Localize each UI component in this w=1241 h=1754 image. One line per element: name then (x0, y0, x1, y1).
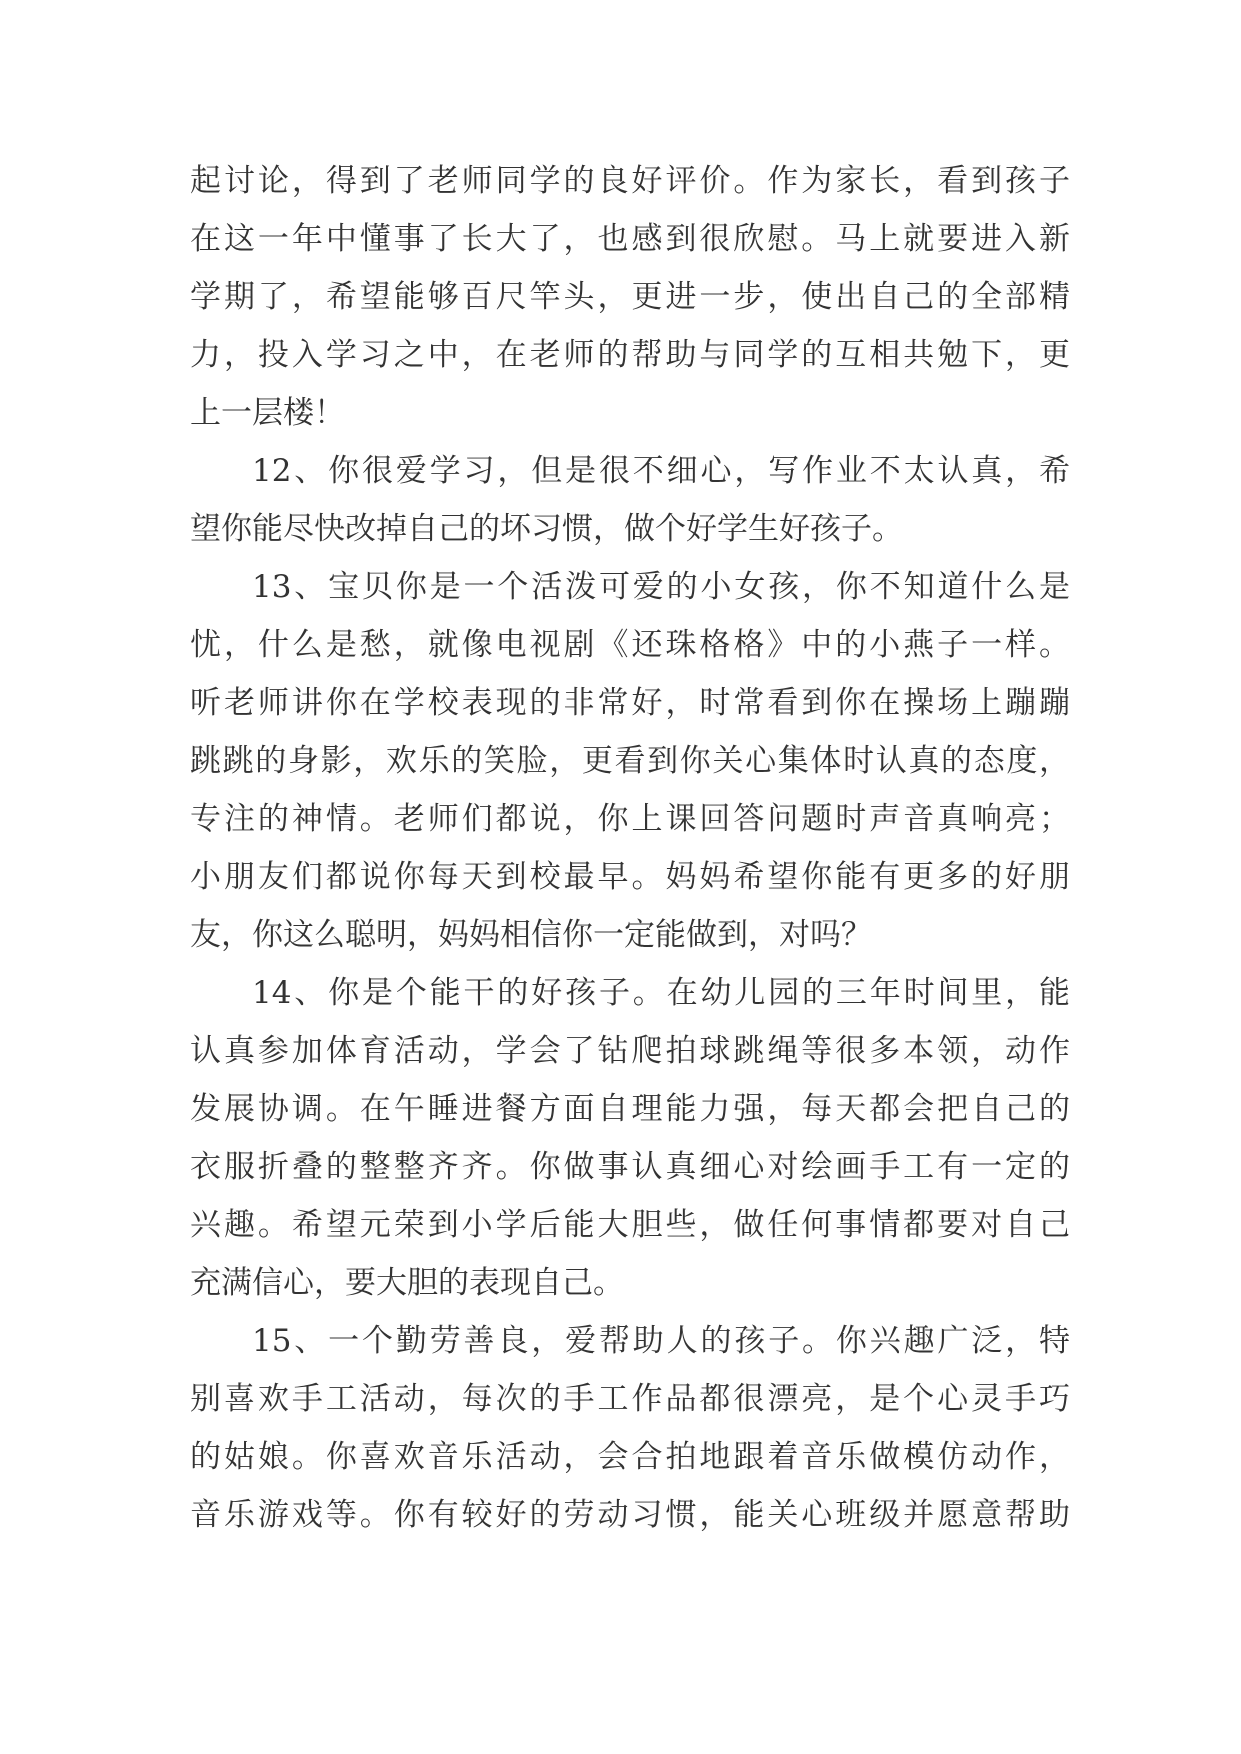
text-line: 小朋友们都说你每天到校最早。妈妈希望你能有更多的好朋 (190, 859, 1070, 895)
paragraph-14 (190, 964, 1070, 1312)
text-line: 发展协调。在午睡进餐方面自理能力强，每天都会把自己的 (190, 1091, 1070, 1127)
text-line: 跳跳的身影，欢乐的笑脸，更看到你关心集体时认真的态度， (190, 743, 1070, 779)
paragraph-11-continued (190, 152, 1070, 442)
text-line: 的姑娘。你喜欢音乐活动，会合拍地跟着音乐做模仿动作， (190, 1439, 1070, 1475)
text-line: 力，投入学习之中，在老师的帮助与同学的互相共勉下，更 (190, 337, 1070, 373)
text-line: 别喜欢手工活动，每次的手工作品都很漂亮，是个心灵手巧 (190, 1381, 1070, 1417)
paragraph-15 (190, 1312, 1070, 1544)
text-line: 忧，什么是愁，就像电视剧《还珠格格》中的小燕子一样。 (190, 627, 1070, 663)
text-line: 起讨论，得到了老师同学的良好评价。作为家长，看到孩子 (190, 163, 1070, 199)
text-line: 衣服折叠的整整齐齐。你做事认真细心对绘画手工有一定的 (190, 1149, 1070, 1185)
text-line: 认真参加体育活动，学会了钻爬拍球跳绳等很多本领，动作 (190, 1033, 1070, 1069)
text-line: 兴趣。希望元荣到小学后能大胆些，做任何事情都要对自己 (190, 1207, 1070, 1243)
text-line: 听老师讲你在学校表现的非常好，时常看到你在操场上蹦蹦 (190, 685, 1070, 721)
paragraph-13 (190, 558, 1070, 964)
text-line: 学期了，希望能够百尺竿头，更进一步，使出自己的全部精 (190, 279, 1070, 315)
text-line: 专注的神情。老师们都说，你上课回答问题时声音真响亮； (190, 801, 1070, 837)
text-line: 14、你是个能干的好孩子。在幼儿园的三年时间里，能 (252, 975, 1070, 1011)
text-line: 音乐游戏等。你有较好的劳动习惯，能关心班级并愿意帮助 (190, 1497, 1070, 1533)
text-line: 充满信心，要大胆的表现自己。 (190, 1265, 624, 1301)
text-line: 友，你这么聪明，妈妈相信你一定能做到，对吗？ (190, 917, 872, 953)
text-line: 望你能尽快改掉自己的坏习惯，做个好学生好孩子。 (190, 511, 903, 547)
paragraph-12 (190, 442, 1070, 558)
document-body (190, 152, 1070, 1544)
text-line: 13、宝贝你是一个活泼可爱的小女孩，你不知道什么是 (252, 569, 1070, 605)
text-line: 12、你很爱学习，但是很不细心，写作业不太认真，希 (252, 453, 1070, 489)
text-line: 上一层楼！ (190, 395, 345, 431)
text-line: 在这一年中懂事了长大了，也感到很欣慰。马上就要进入新 (190, 221, 1070, 257)
text-line: 15、一个勤劳善良，爱帮助人的孩子。你兴趣广泛，特 (252, 1323, 1070, 1359)
